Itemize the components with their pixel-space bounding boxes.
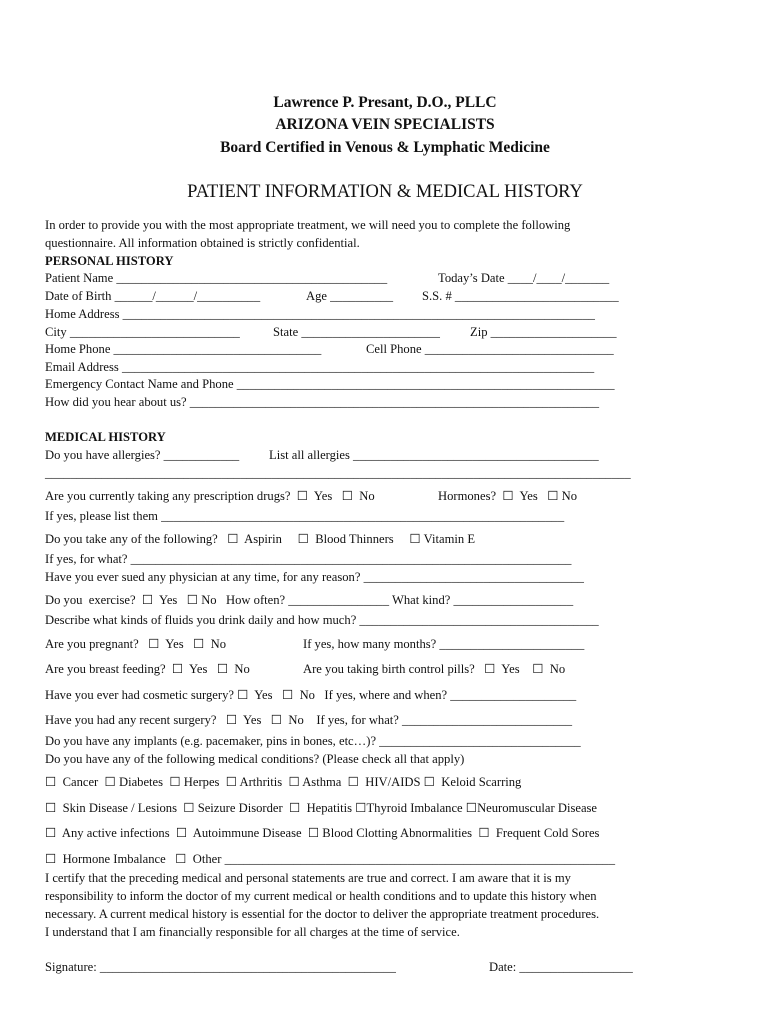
zip-field[interactable]: Zip ____________________ <box>470 325 617 339</box>
certification-line-1: I certify that the preceding medical and personal statements are true and correct. I am aware that it is my <box>45 871 571 885</box>
emergency-contact-field[interactable]: Emergency Contact Name and Phone ____________________________________________________________ <box>45 377 615 391</box>
practice-certification: Board Certified in Venous & Lymphatic Medicine <box>220 139 550 156</box>
conditions-row-4[interactable]: ☐ Hormone Imbalance ☐ Other ______________________________________________________________ <box>45 852 616 866</box>
practice-name: Lawrence P. Presant, D.O., PLLC <box>273 94 497 111</box>
pregnant-question[interactable]: Are you pregnant? ☐ Yes ☐ No <box>45 637 227 651</box>
age-field[interactable]: Age __________ <box>306 289 394 303</box>
prescription-drugs-question[interactable]: Are you currently taking any prescription drugs? ☐ Yes ☐ No <box>45 489 375 503</box>
referral-source-field[interactable]: How did you hear about us? _________________________________________________________________ <box>45 395 600 409</box>
email-address-field[interactable]: Email Address ___________________________________________________________________________ <box>45 360 595 374</box>
allergies-question[interactable]: Do you have allergies? ____________ <box>45 448 240 462</box>
certification-line-2: responsibility to inform the doctor of my current medical or health conditions and to update this history when <box>45 889 597 903</box>
personal-history-heading: PERSONAL HISTORY <box>45 254 174 268</box>
city-field[interactable]: City ___________________________ <box>45 325 240 339</box>
exercise-question[interactable]: Do you exercise? ☐ Yes ☐ No How often? ________________ What kind? ___________________ <box>45 593 574 607</box>
cosmetic-surgery-question[interactable]: Have you ever had cosmetic surgery? ☐ Yes ☐ No If yes, where and when? ____________________ <box>45 688 577 702</box>
fluids-question[interactable]: Describe what kinds of fluids you drink daily and how much? ______________________________________ <box>45 613 599 627</box>
practice-subtitle: ARIZONA VEIN SPECIALISTS <box>275 116 495 133</box>
birth-control-question[interactable]: Are you taking birth control pills? ☐ Yes ☐ No <box>303 662 566 676</box>
medical-history-heading: MEDICAL HISTORY <box>45 430 166 444</box>
date-of-birth-field[interactable]: Date of Birth ______/______/__________ <box>45 289 261 303</box>
home-address-field[interactable]: Home Address ___________________________________________________________________________ <box>45 307 595 321</box>
signature-field[interactable]: Signature: _______________________________________________ <box>45 960 396 974</box>
conditions-question: Do you have any of the following medical conditions? (Please check all that apply) <box>45 752 465 766</box>
allergies-extra-line[interactable]: _____________________________________________________________________________________________ <box>45 466 631 480</box>
hormones-question[interactable]: Hormones? ☐ Yes ☐ No <box>438 489 578 503</box>
conditions-row-2[interactable]: ☐ Skin Disease / Lesions ☐ Seizure Disorder ☐ Hepatitis ☐Thyroid Imbalance ☐Neuromuscular Disease <box>45 801 598 815</box>
certification-line-4: I understand that I am financially responsible for all charges at the time of service. <box>45 925 460 939</box>
signature-date-field[interactable]: Date: __________________ <box>489 960 633 974</box>
form-title: PATIENT INFORMATION & MEDICAL HISTORY <box>187 182 583 202</box>
breast-feeding-question[interactable]: Are you breast feeding? ☐ Yes ☐ No <box>45 662 250 676</box>
medications-reason-field[interactable]: If yes, for what? ______________________________________________________________________ <box>45 552 572 566</box>
state-field[interactable]: State ______________________ <box>273 325 440 339</box>
pregnancy-months-field[interactable]: If yes, how many months? _______________________ <box>303 637 585 651</box>
cell-phone-field[interactable]: Cell Phone ______________________________ <box>366 342 614 356</box>
certification-line-3: necessary. A current medical history is essential for the doctor to deliver the appropriate treatment procedures. <box>45 907 600 921</box>
intro-line-2: questionnaire. All information obtained is strictly confidential. <box>45 236 360 250</box>
todays-date-field[interactable]: Today’s Date ____/____/_______ <box>438 271 610 285</box>
recent-surgery-question[interactable]: Have you had any recent surgery? ☐ Yes ☐ No If yes, for what? ___________________________ <box>45 713 573 727</box>
patient-name-field[interactable]: Patient Name ___________________________________________ <box>45 271 388 285</box>
conditions-row-3[interactable]: ☐ Any active infections ☐ Autoimmune Disease ☐ Blood Clotting Abnormalities ☐ Frequent Cold Sores <box>45 826 600 840</box>
implants-question[interactable]: Do you have any implants (e.g. pacemaker, pins in bones, etc…)? ________________________________ <box>45 734 581 748</box>
medications-question[interactable]: Do you take any of the following? ☐ Aspirin ☐ Blood Thinners ☐ Vitamin E <box>45 532 476 546</box>
allergies-list-field[interactable]: List all allergies _______________________________________ <box>269 448 599 462</box>
conditions-row-1[interactable]: ☐ Cancer ☐ Diabetes ☐ Herpes ☐ Arthritis ☐ Asthma ☐ HIV/AIDS ☐ Keloid Scarring <box>45 775 522 789</box>
lawsuit-question[interactable]: Have you ever sued any physician at any time, for any reason? ___________________________________ <box>45 570 584 584</box>
ss-number-field[interactable]: S.S. # __________________________ <box>422 289 619 303</box>
intro-line-1: In order to provide you with the most appropriate treatment, we will need you to complete the following <box>45 218 571 232</box>
home-phone-field[interactable]: Home Phone _________________________________ <box>45 342 322 356</box>
prescription-list-field[interactable]: If yes, please list them ________________________________________________________________ <box>45 509 565 523</box>
